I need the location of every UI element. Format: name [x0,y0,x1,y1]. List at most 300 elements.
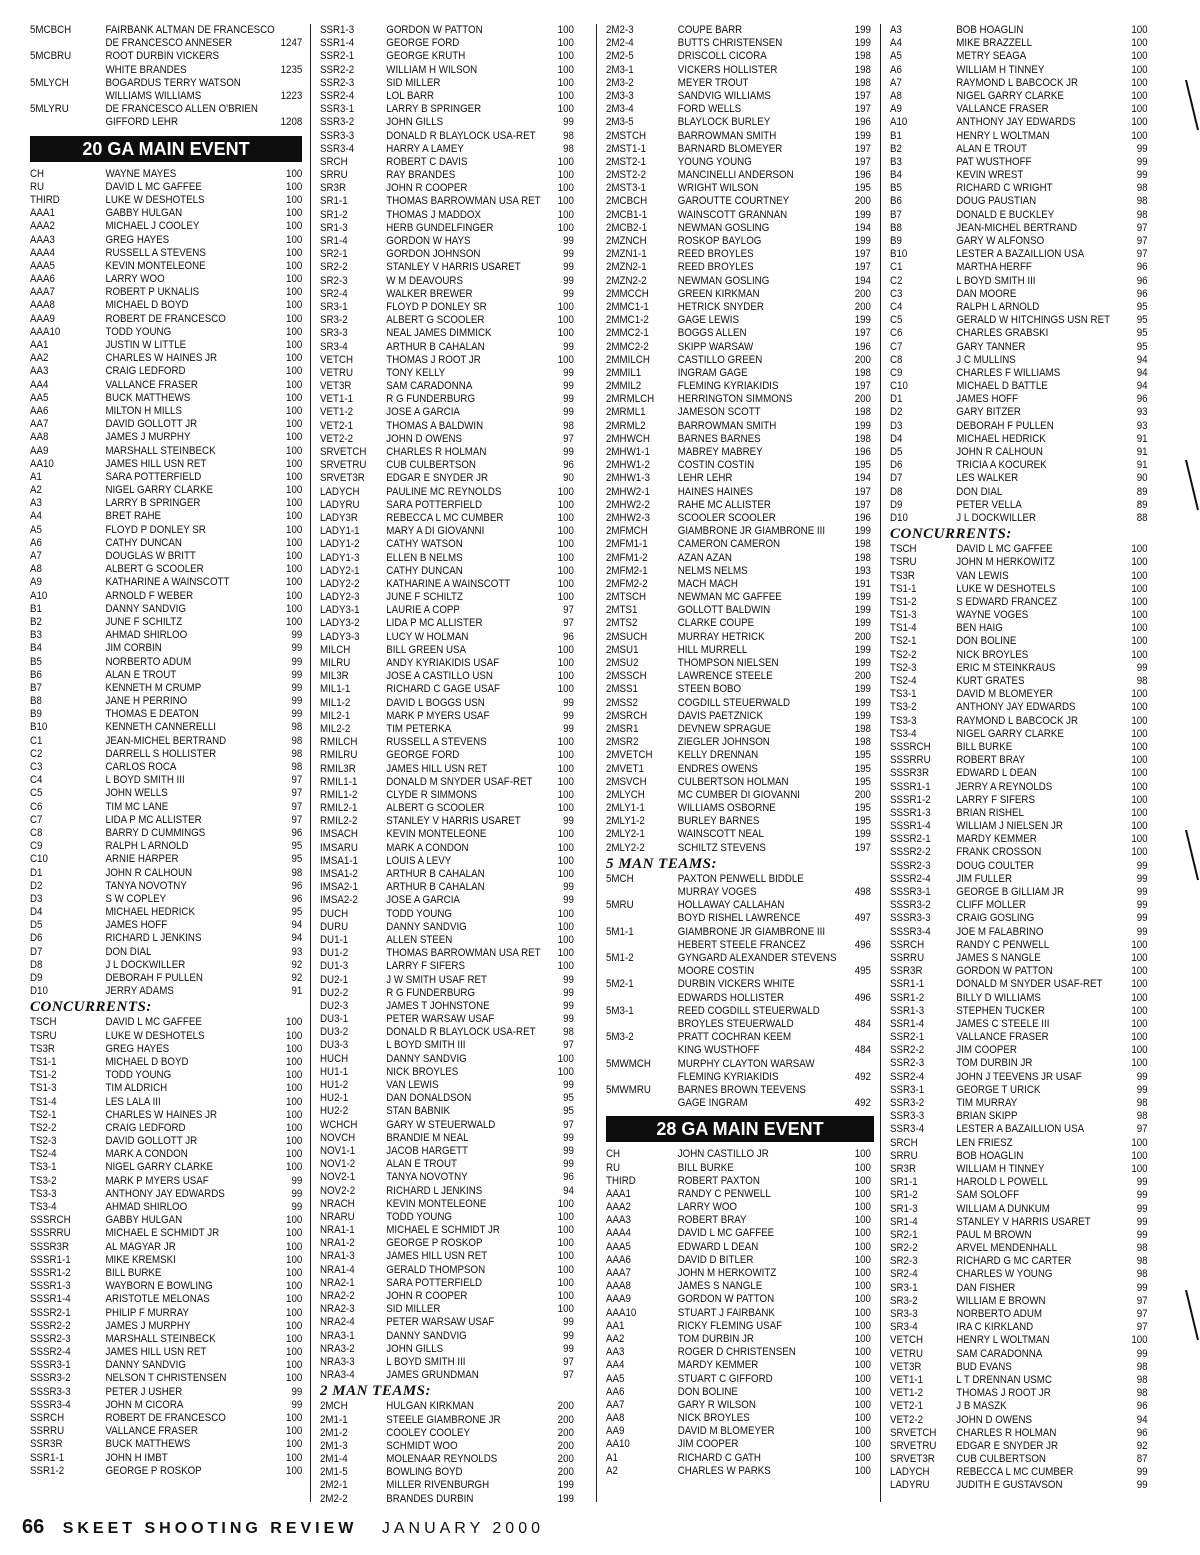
result-row [30,906,303,919]
score: 98 [1136,1373,1148,1386]
result-row [890,1255,1148,1268]
result-row [890,740,1148,754]
column-divider [596,24,597,1502]
result-row [30,299,303,312]
score: 100 [854,1359,871,1372]
result-row [606,1464,871,1478]
result-row [30,563,303,576]
score: 100 [1131,806,1148,819]
team-result [30,24,302,50]
score: 100 [557,314,574,327]
result-row [320,1224,574,1237]
result-row [606,380,871,393]
shooter-name: NORBERTO ADUM [105,655,192,668]
result-row [30,1174,303,1188]
team-member-line: PRATT COCHRAN KEEM [677,1031,792,1044]
result-row [320,419,574,433]
event-code: SSR3R [30,1438,63,1451]
result-row [320,380,574,393]
event-code: SSR2-3 [320,76,355,89]
result-row [30,576,303,589]
event-code: 2MHW1-2 [606,459,650,472]
result-row [320,999,574,1013]
result-row [30,233,303,247]
result-row [890,511,1148,525]
result-row [606,802,871,815]
event-code: TSRU [30,1029,57,1042]
score: 496 [854,938,871,951]
result-row [890,701,1148,714]
result-row [320,300,574,314]
event-code: VET1-2 [320,406,354,419]
result-row [30,985,303,998]
shooter-name: CATHY DUNCAN [105,536,182,549]
shooter-name: REBECCA L MC CUMBER [386,511,504,524]
score: 199 [854,604,871,617]
score: 100 [1131,37,1148,50]
event-code: AAA3 [606,1214,631,1227]
score: 99 [1136,142,1148,155]
event-code: C4 [890,300,903,313]
result-row [890,609,1148,622]
shooter-name: JAMES T JOHNSTONE [386,999,490,1012]
shooter-name: STUART J FAIRBANK [677,1306,775,1319]
score: 99 [563,287,574,300]
result-row [890,661,1148,675]
event-code: 2MLY2-2 [606,841,645,854]
shooter-name: MICHAEL E SCHMIDT JR [105,1227,220,1240]
team-members [678,952,837,978]
score: 100 [854,1267,871,1280]
result-row [320,802,574,815]
shooter-name: HENRY L WOLTMAN [956,1334,1050,1347]
event-code: SR3-4 [320,340,348,353]
shooter-name: DAVID GOLLOTT JR [105,1135,198,1148]
score: 100 [854,1438,871,1451]
section-banner-28ga: 28 GA MAIN EVENT [606,1116,874,1142]
event-code: RMIL2-1 [320,802,358,815]
event-code: SSR3-1 [320,103,355,116]
event-code: C7 [30,813,43,826]
shooter-name: MARDY KEMMER [956,833,1037,846]
result-row [320,1263,574,1277]
score: 100 [286,523,303,536]
event-code: A3 [890,24,902,36]
event-code: SSR3-1 [890,1083,925,1096]
shooter-name: STUART C GIFFORD [677,1372,773,1385]
event-code: 5MCBRU [30,50,72,63]
score: 198 [854,722,871,735]
shooter-name: JUNE F SCHILTZ [386,591,463,604]
shooter-name: GORDON W PATTON [677,1293,775,1306]
shooter-name: JEAN-MICHEL BERTRAND [956,221,1078,234]
event-code: MIL2-2 [320,722,351,735]
result-row [320,1210,574,1224]
result-row [320,63,574,77]
score: 100 [557,155,574,168]
result-row [606,1174,871,1188]
event-code: THIRD [30,193,60,206]
event-code: AA10 [30,457,54,470]
event-code: B7 [30,681,42,694]
shooter-name: BILL BURKE [956,740,1013,753]
score: 199 [854,709,871,722]
shooter-name: JOHN CASTILLO JR [677,1148,769,1161]
result-row [606,551,871,565]
shooter-name: DONALD E BUCKLEY [956,208,1055,221]
result-row [890,1083,1148,1097]
score: 100 [1131,1031,1148,1044]
event-code: C5 [30,787,43,800]
score: 100 [286,167,303,180]
result-row [320,670,574,683]
result-row [320,973,574,987]
score: 100 [286,444,303,457]
shooter-name: IRA C KIRKLAND [956,1321,1034,1334]
score: 99 [291,1187,303,1200]
score: 99 [563,1316,574,1329]
shooter-name: PETER WARSAW USAF [386,1316,495,1329]
results-list-concurrents [890,543,1156,1493]
score: 100 [854,1332,871,1345]
team-member-line: GIFFORD LEHR [105,116,179,129]
shooter-name: BRANDES DURBIN [386,1492,474,1505]
result-row [890,872,1148,886]
score: 100 [557,1276,574,1289]
shooter-name: JAMES J MURPHY [105,431,191,444]
result-row [320,472,574,485]
column-divider [880,24,881,1502]
event-code: AAA10 [606,1306,637,1319]
event-code: 2M3-5 [606,116,634,129]
page-edge-mark [1182,830,1200,900]
shooter-name: MICHAEL D BOYD [105,299,189,312]
result-row [30,391,303,405]
score: 100 [286,1121,303,1134]
shooter-name: TONY KELLY [386,366,446,379]
shooter-name: CHARLES W PARKS [677,1464,771,1477]
result-row [320,749,574,762]
shooter-name: DAN FISHER [956,1281,1016,1294]
event-code: SSSRRU [30,1227,71,1240]
score: 99 [563,894,574,907]
score: 199 [854,37,871,50]
event-code: NRACH [320,1197,355,1210]
score: 100 [854,1187,871,1200]
event-code: VETRU [890,1347,924,1360]
event-code: TS1-2 [890,595,917,608]
shooter-name: JIM CORBIN [105,642,162,655]
event-code: 5M3-1 [606,1004,634,1017]
event-code: B7 [890,208,902,221]
score: 194 [854,472,871,485]
shooter-name: NIGEL GARRY CLARKE [105,484,214,497]
result-row [320,1492,574,1506]
team-members [678,1005,820,1031]
score: 100 [557,76,574,89]
result-row [30,339,303,352]
event-code: 2MVET1 [606,762,644,775]
result-row [606,1398,871,1412]
score: 99 [291,1174,303,1187]
shooter-name: BLAYLOCK BURLEY [677,116,771,129]
score: 98 [1136,1268,1148,1281]
result-row [890,1466,1148,1479]
result-row [606,1214,871,1227]
event-code: NRA1-2 [320,1237,355,1250]
result-row [30,945,303,959]
event-code: A8 [890,89,902,102]
score: 196 [854,511,871,524]
event-code: TS3-4 [30,1201,57,1213]
score: 100 [557,775,574,788]
result-row [890,951,1148,965]
result-row [606,300,871,314]
score: 96 [291,879,303,892]
shooter-name: NELSON T CHRISTENSEN [105,1372,227,1385]
event-code: 5MRU [606,899,634,912]
event-code: B2 [890,142,902,155]
event-code: A4 [890,37,902,50]
event-code: MIL2-1 [320,709,351,722]
event-code: 2M2-5 [606,50,634,63]
score: 100 [286,1425,303,1438]
score: 94 [291,919,303,932]
shooter-name: RICHARD L JENKINS [105,932,202,945]
event-code: SSSR3-2 [890,899,931,912]
result-row [320,591,574,604]
result-row [30,431,303,444]
event-code: TSRU [890,556,917,569]
result-row [606,722,871,736]
result-row [890,569,1148,583]
event-code: SSSR2-4 [890,872,931,885]
result-row [606,762,871,776]
score: 100 [286,339,303,351]
shooter-name: BOB HOAGLIN [956,1149,1024,1162]
score: 95 [1136,340,1148,353]
shooter-name: MC CUMBER DI GIOVANNI [677,788,800,801]
event-code: SSSR2-1 [30,1306,71,1319]
result-row [320,1355,574,1369]
result-row [606,1438,871,1451]
shooter-name: GIAMBRONE JR GIAMBRONE III [677,525,826,538]
event-code: SR1-2 [890,1189,918,1202]
event-code: NRA1-4 [320,1263,355,1276]
shooter-name: BRANDIE M NEAL [386,1131,469,1144]
result-row [320,1171,574,1184]
score: 99 [1136,899,1148,912]
shooter-name: DEBORAH F PULLEN [956,419,1054,432]
shooter-name: ALAN E TROUT [105,668,177,681]
shooter-name: EDGAR E SNYDER JR [956,1439,1059,1452]
result-row [890,472,1148,485]
score: 100 [286,1135,303,1148]
score: 99 [563,1144,574,1157]
shooter-name: SKIPP WARSAW [677,340,754,353]
shooter-name: DON DIAL [105,945,152,958]
result-row [890,235,1148,248]
event-code: HU1-1 [320,1065,349,1078]
shooter-name: JUNE F SCHILTZ [105,615,183,628]
score: 197 [854,103,871,116]
result-row [320,24,574,37]
score: 195 [854,182,871,195]
score: 97 [563,617,574,630]
result-row [30,470,303,484]
shooter-name: CATHY WATSON [386,538,463,551]
event-code: RU [30,180,45,193]
event-code: TS1-2 [30,1069,57,1082]
score: 99 [291,708,303,721]
event-code: SR3-3 [890,1308,918,1320]
result-row [320,1105,574,1118]
score: 100 [557,591,574,604]
score: 100 [1131,793,1148,806]
event-code: TS3-1 [890,688,917,701]
result-row [890,1017,1148,1031]
event-code: A9 [890,103,902,116]
shooter-name: MIKE KREMSKI [105,1253,176,1266]
event-code: TS1-4 [30,1095,57,1108]
result-row [890,129,1148,143]
score: 100 [1131,740,1148,753]
score: 199 [854,657,871,669]
event-code: 2MSS1 [606,683,638,696]
event-code: SSSR3-3 [30,1385,71,1398]
score: 97 [1136,1123,1148,1136]
event-code: AAA8 [30,299,55,312]
shooter-name: HULGAN KIRKMAN [386,1400,474,1413]
event-code: SSR1-3 [320,24,355,36]
event-code: SR1-3 [890,1202,918,1215]
result-row [30,813,303,827]
shooter-name: GERALD THOMPSON [386,1263,486,1276]
event-code: VET3R [320,380,352,393]
event-code: TS1-4 [890,622,917,635]
result-row [30,550,303,563]
score: 496 [854,991,871,1004]
shooter-name: THOMAS J ROOT JR [386,353,481,366]
team-member-line: GYNGARD ALEXANDER STEVENS [677,951,837,964]
score: 100 [557,749,574,762]
shooter-name: RICHARD L JENKINS [386,1184,483,1197]
event-code: NRA1-1 [320,1224,355,1237]
result-row [30,1412,303,1425]
score: 99 [563,406,574,419]
team-members [105,77,240,103]
score: 98 [291,866,303,879]
event-code: AA9 [30,444,49,457]
result-row [890,485,1148,499]
score: 100 [1131,622,1148,635]
shooter-name: GEORGE FORD [386,37,460,50]
shooter-name: CATHY DUNCAN [386,564,463,577]
result-row [606,538,871,551]
score: 100 [286,602,303,615]
shooter-name: LUKE W DESHOTELS [956,582,1056,595]
event-code: SSSR1-4 [30,1293,71,1306]
shooter-name: LAWRENCE STEELE [677,670,773,683]
shooter-name: JOHN M CICORA [105,1398,184,1411]
event-code: AA9 [606,1425,625,1438]
score: 100 [557,564,574,577]
shooter-name: DANNY SANDVIG [105,602,186,615]
score: 100 [286,233,303,246]
event-code: HU2-2 [320,1105,349,1118]
score: 100 [1131,1004,1148,1017]
result-row [606,1346,871,1359]
event-code: SSSR3-1 [30,1359,71,1372]
shooter-name: GOLLOTT BALDWIN [677,604,771,617]
shooter-name: ZIEGLER JOHNSON [677,736,770,749]
team-result [606,899,874,925]
result-row [320,195,574,208]
result-row [890,1149,1148,1163]
result-row [890,846,1148,859]
result-row [606,1372,871,1386]
result-row [320,1276,574,1290]
event-code: VET2-1 [890,1400,924,1413]
score: 100 [557,1290,574,1302]
score: 100 [1131,543,1148,556]
shooter-name: RICHARD C WRIGHT [956,182,1053,195]
shooter-name: KENNETH M CRUMP [105,681,202,694]
score: 98 [1136,675,1148,687]
score: 100 [286,1214,303,1227]
result-row [606,617,871,630]
score: 196 [854,169,871,182]
score: 100 [286,418,303,431]
score: 99 [563,248,574,261]
event-code: TS1-1 [30,1055,57,1068]
event-code: 2MHW2-1 [606,485,650,498]
score: 100 [1131,846,1148,859]
shooter-name: CULBERTSON HOLMAN [677,775,789,788]
score: 100 [854,1412,871,1425]
event-code: 2MSSCH [606,670,647,683]
result-row [30,721,303,734]
event-code: SR1-2 [320,208,348,221]
score: 99 [1136,661,1148,674]
score: 97 [291,774,303,787]
score: 100 [286,1095,303,1108]
team-member-line: GIAMBRONE JR GIAMBRONE III [677,925,826,938]
result-row [30,1385,303,1399]
event-code: MIL3R [320,670,349,683]
shooter-name: SAM CARADONNA [386,380,473,393]
event-code: C3 [890,287,903,300]
score: 99 [563,986,574,999]
shooter-name: THOMAS A BALDWIN [386,419,484,432]
result-row [606,235,871,248]
score: 100 [286,391,303,404]
event-code: MIL1-2 [320,696,351,709]
shooter-name: GABBY HULGAN [105,1214,183,1227]
score: 100 [1131,820,1148,833]
team-result [606,926,874,952]
score: 99 [1136,925,1148,938]
shooter-name: BILL BURKE [677,1161,734,1174]
result-row [890,419,1148,433]
shooter-name: CRAIG LEDFORD [105,365,186,378]
shooter-name: ROBERT C DAVIS [386,155,468,168]
shooter-name: RAYMOND L BABCOCK JR [956,76,1079,89]
score: 97 [563,1118,574,1131]
result-row [890,1242,1148,1255]
score: 99 [1136,872,1148,885]
event-code: 2M2-2 [320,1492,348,1505]
